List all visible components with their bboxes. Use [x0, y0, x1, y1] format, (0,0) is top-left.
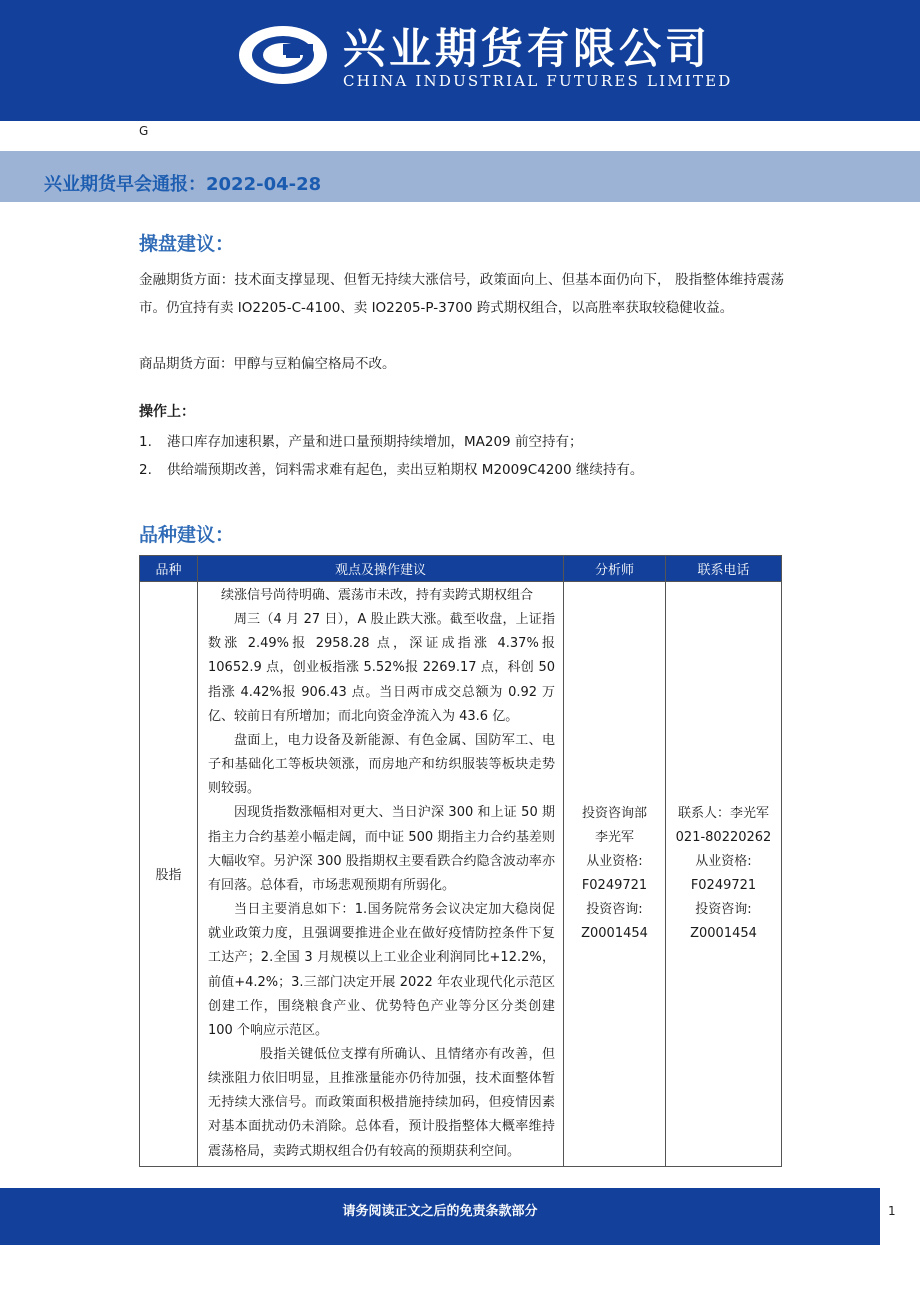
page-number: 1 — [888, 1204, 896, 1218]
contact-line: 从业资格: — [695, 853, 752, 869]
company-logo-icon — [236, 23, 330, 87]
column-header-analyst: 分析师 — [564, 556, 666, 582]
contact-line: 021-80220262 — [675, 829, 772, 845]
table-row — [140, 582, 782, 1167]
list-item — [139, 428, 789, 456]
view-paragraph: 当日主要消息如下：1.国务院常务会议决定加大稳岗促就业政策力度，且强调要推进企业在做好疫情防控条件下复工达产；2.全国 3 月规模以上工业企业利润同比+12.2%，前值+4.2%；3.三部门决定开展 2022 年农业现代化示范区创建工作，围绕粮食产业、优势特色产业等分区分类创建 100 个响应示范区。 — [208, 902, 555, 1038]
list-item-text: 港口库存加速积累，产量和进口量预期持续增加，MA209 前空持有； — [167, 434, 583, 450]
analyst-line: Z0001454 — [581, 925, 648, 941]
analyst-line: 从业资格: — [586, 853, 643, 869]
page-header — [0, 0, 920, 121]
contact-cell — [666, 582, 782, 1167]
operation-list — [139, 428, 789, 484]
company-name-cn: 兴业期货有限公司 — [343, 24, 712, 73]
variety-table — [139, 555, 782, 1167]
variety-heading: 品种建议： — [139, 524, 235, 546]
view-paragraph: 股指关键低位支撑有所确认、且情绪亦有改善，但续涨阻力依旧明显，且推涨量能亦仍待加强，技术面整体暂无持续大涨信号。而政策面积极措施持续加码，但疫情因素对基本面扰动仍未消除。总体看，预计股指整体大概率维持震荡格局，卖跨式期权组合仍有较高的预期获利空间。 — [208, 1046, 555, 1159]
variety-cell: 股指 — [140, 582, 198, 1167]
column-header-view: 观点及操作建议 — [198, 556, 564, 582]
list-item-text: 供给端预期改善，饲料需求难有起色，卖出豆粕期权 M2009C4200 继续持有。 — [167, 462, 644, 478]
operation-heading: 操盘建议： — [139, 233, 235, 255]
column-header-contact: 联系电话 — [666, 556, 782, 582]
list-item — [139, 456, 789, 484]
analyst-line: F0249721 — [581, 877, 648, 893]
analyst-cell — [564, 582, 666, 1167]
analyst-line: 李光军 — [594, 829, 634, 845]
view-summary: 续涨信号尚待明确、震荡市未改，持有卖跨式期权组合 — [221, 588, 534, 603]
contact-line: F0249721 — [690, 877, 757, 893]
operation-subheading: 操作上： — [139, 404, 195, 420]
contact-line: 联系人：李光军 — [677, 805, 769, 821]
contact-line: Z0001454 — [690, 925, 757, 941]
analyst-line: 投资咨询: — [586, 901, 643, 917]
disclaimer-notice: 请务阅读正文之后的免责条款部分 — [342, 1204, 538, 1219]
list-item-number: 1. — [139, 434, 152, 450]
financial-futures-paragraph: 金融期货方面：技术面支撑显现、但暂无持续大涨信号，政策面向上、但基本面仍向下， 股指整体维持震荡市。仍宜持有卖 IO2205-C-4100、卖 IO2205-P-3700 跨式期权组合，以高胜率获取较稳健收益。 — [139, 272, 784, 316]
commodity-futures-paragraph: 商品期货方面：甲醇与豆粕偏空格局不改。 — [139, 356, 396, 372]
view-paragraph: 盘面上，电力设备及新能源、有色金属、国防军工、电子和基础化工等板块领涨，而房地产和纺织服装等板块走势则较弱。 — [208, 732, 555, 797]
view-paragraph: 周三（4 月 27 日），A 股止跌大涨。截至收盘，上证指数涨 2.49%报 2958.28 点，深证成指涨 4.37%报 10652.9 点，创业板指涨 5.52%报 2269.17 点，科创 50 指涨 4.42%报 906.43 点。当日两市成交总额为 0.92 万亿、较前日有所增加；而北向资金净流入为 43.6 亿。 — [208, 612, 555, 724]
column-header-variety: 品种 — [140, 556, 198, 582]
contact-line: 投资咨询: — [695, 901, 752, 917]
list-item-number: 2. — [139, 462, 152, 478]
report-title: 兴业期货早会通报：2022-04-28 — [44, 174, 322, 195]
company-name-en: CHINA INDUSTRIAL FUTURES LIMITED — [343, 72, 733, 90]
table-header-row — [140, 556, 782, 582]
view-paragraph: 因现货指数涨幅相对更大、当日沪深 300 和上证 50 期指主力合约基差小幅走阔，而中证 500 期指主力合约基差则大幅收窄。另沪深 300 股指期权主要看跌合约隐含波动率亦有回落。总体看，市场悲观预期有所弱化。 — [208, 805, 555, 893]
analyst-line: 投资咨询部 — [581, 805, 647, 821]
view-cell — [198, 582, 564, 1167]
stray-mark: G — [139, 124, 149, 138]
